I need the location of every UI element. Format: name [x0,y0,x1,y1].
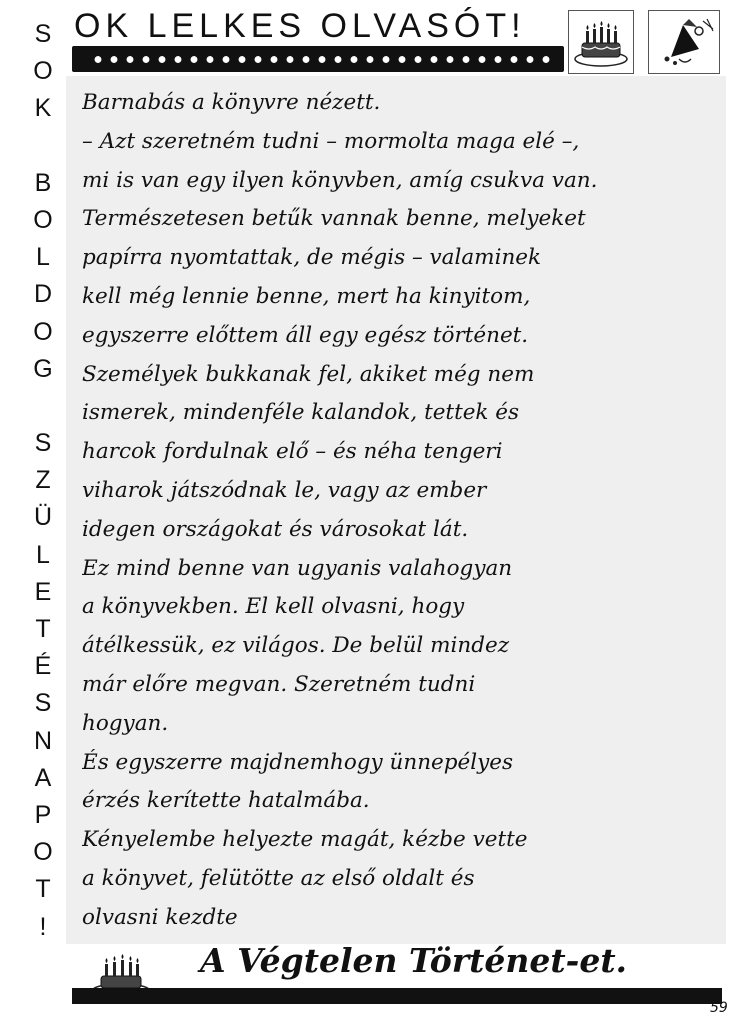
text-line: – Azt szeretném tudni – mormolta maga elé –, [82,128,580,154]
text-line: mi is van egy ilyen könyvben, amíg csukva van. [82,167,598,193]
vertical-letter: L [36,540,50,569]
vertical-letter: D [33,280,53,309]
vertical-letter: B [34,168,52,197]
text-line: Barnabás a könyvre nézett. [82,90,381,115]
vertical-letter: E [34,577,52,606]
text-line: hogyan. [82,710,169,736]
text-line: érzés kerítette hatalmába. [82,788,370,814]
text-line: a könyvet, felütötte az első oldalt és [82,865,475,891]
bells-icon [648,10,720,74]
vertical-letter: É [34,652,52,681]
text-line: papírra nyomtattak, de mégis – valaminek [82,245,542,271]
header-greeting: OK LELKES OLVASÓT! [74,7,526,45]
vertical-letter: O [33,57,53,86]
text-line: kell még lennie benne, mert ha kinyitom, [82,283,531,309]
body-text [82,84,722,938]
vertical-letter: K [34,94,52,123]
text-line: átélkessük, ez világos. De belül mindez [82,633,510,659]
vertical-letter: S [34,429,52,458]
film-strip-holes [90,55,554,64]
film-strip-divider [72,46,564,72]
text-line: viharok játszódnak le, vagy az ember [82,477,487,503]
text-line: És egyszerre majdnemhogy ünnepélyes [82,749,514,775]
vertical-letter: T [35,615,51,643]
text-line: olvasni kezdte [82,904,238,930]
page-number: 59 [710,1000,728,1016]
text-line: Személyek bukkanak fel, akiket még nem [82,361,535,387]
vertical-letter: G [33,354,53,383]
vertical-letter: S [34,20,52,48]
vertical-letter: O [33,317,53,346]
text-line: harcok fordulnak elő – és néha tengeri [82,439,503,465]
vertical-letter: S [34,689,52,718]
bottom-bar-divider [72,988,722,1004]
vertical-letter: Z [35,466,51,495]
text-line: idegen országokat és városokat lát. [82,516,469,542]
vertical-letter: L [36,243,50,272]
text-line: egyszerre előttem áll egy egész történet. [82,322,529,348]
text-line: ismerek, mindenféle kalandok, tettek és [82,400,520,426]
text-line: Természetesen betűk vannak benne, melyeket [82,206,586,232]
vertical-letter: T [35,875,51,904]
birthday-cake-icon [568,10,634,74]
closing-line: A Végtelen Történet-et. [200,941,628,980]
vertical-letter: P [34,800,52,829]
text-line: Ez mind benne van ugyanis valahogyan [82,555,513,581]
text-line: a könyvekben. El kell olvasni, hogy [82,594,465,620]
text-line: Kényelembe helyezte magát, kézbe vette [82,827,528,853]
vertical-letter: ! [39,912,47,941]
text-line: már előre megvan. Szeretném tudni [82,671,476,697]
vertical-greeting [26,16,60,946]
vertical-letter: Ü [33,503,53,532]
vertical-letter: O [33,205,53,234]
vertical-letter: A [34,763,52,792]
vertical-letter: O [33,838,53,867]
vertical-letter: N [33,726,53,755]
